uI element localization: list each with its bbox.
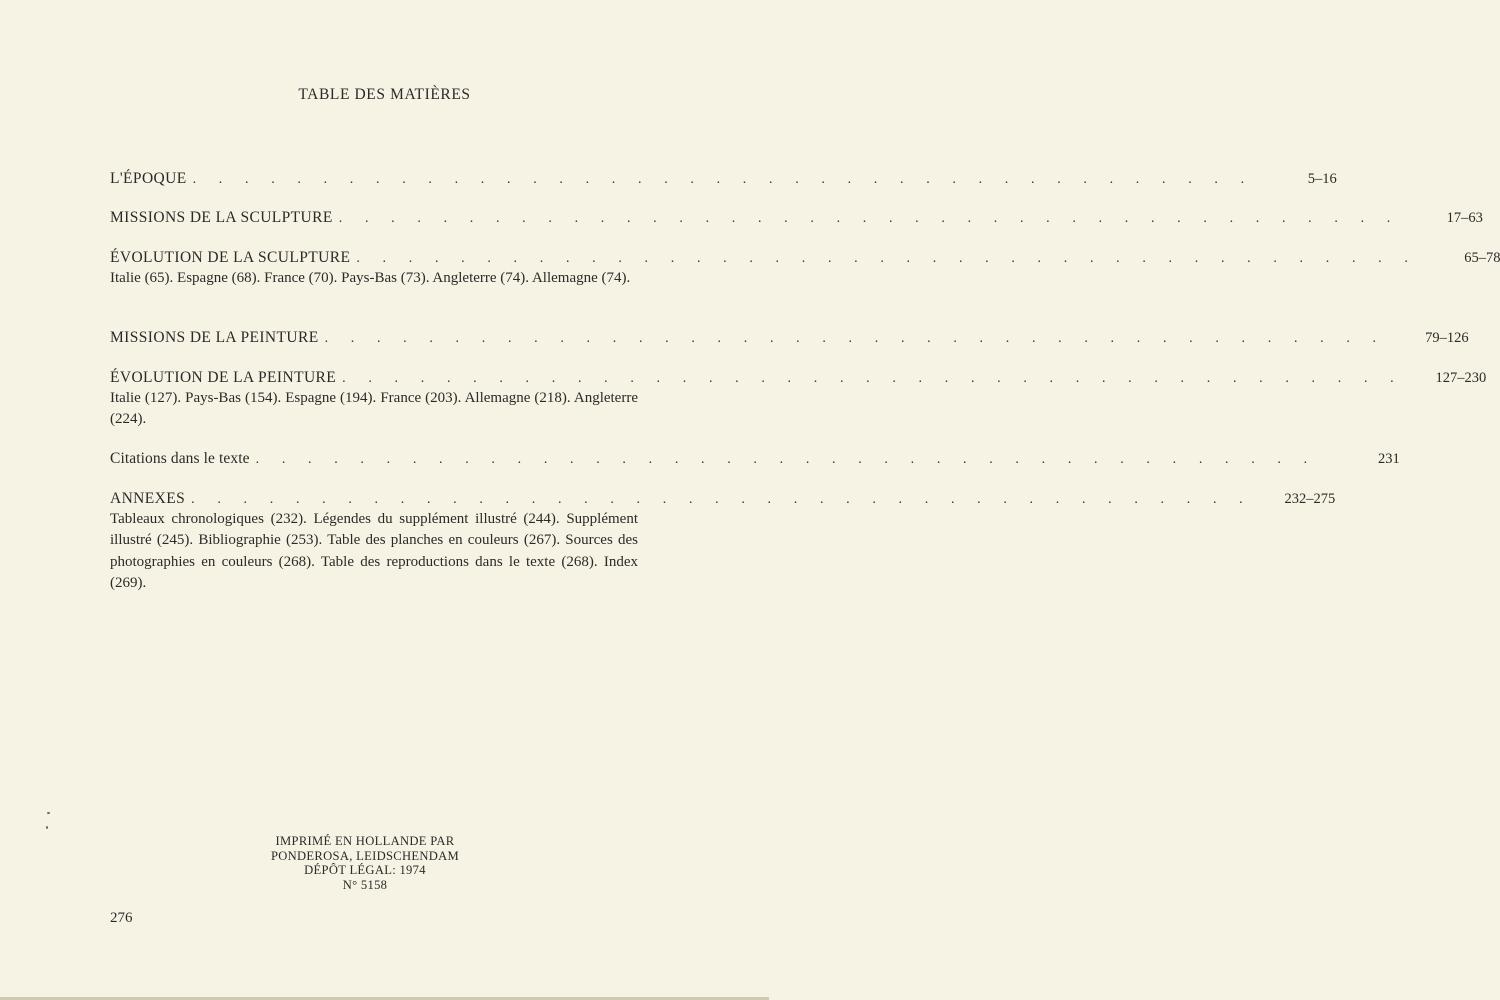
toc-entry-annexes: [110, 488, 1336, 594]
entry-description: Italie (127). Pays-Bas (154). Espagne (194). France (203). Allemagne (218). Angleterre (224).: [110, 390, 638, 428]
entry-title: MISSIONS DE LA PEINTURE: [110, 329, 319, 346]
entry-title: L'ÉPOQUE: [110, 170, 187, 187]
toc-entry-missions-sculpture: [110, 207, 1483, 229]
entry-description: Tableaux chronologiques (232). Légendes du supplément illustré (244). Supplément illustré (245). Bibliographie (253). Table des planches en couleurs (267). Sources des photographies en couleurs (268). Table des reproductions dans le texte (268). Index (269).: [110, 511, 638, 591]
printer-imprint: [250, 834, 480, 892]
dot-leader: . . . . . . . . . . . . . . . . . . . . . . . . . . . . . . . . . . . . . . . . .: [342, 371, 1404, 386]
imprint-line: IMPRIMÉ EN HOLLANDE PAR: [275, 834, 455, 848]
entry-pages: 127–230: [1435, 370, 1487, 386]
dot-leader: . . . . . . . . . . . . . . . . . . . . . . . . . . . . . . . . . . . . . . . . .: [356, 251, 1418, 266]
imprint-line: N° 5158: [342, 877, 388, 892]
dot-leader: . . . . . . . . . . . . . . . . . . . . . . . . . . . . . . . . . . . . . . . . .: [191, 492, 1253, 507]
toc-entry-missions-peinture: [110, 327, 1469, 349]
toc-entry-epoque: [110, 168, 1337, 190]
entry-title: ÉVOLUTION DE LA SCULPTURE: [110, 249, 351, 266]
entry-pages: 79–126: [1425, 330, 1469, 346]
paper-speck: [47, 812, 50, 814]
entry-pages: 5–16: [1307, 171, 1337, 187]
imprint-line: PONDEROSA, LEIDSCHENDAM: [270, 848, 460, 863]
dot-leader: . . . . . . . . . . . . . . . . . . . . . . . . . . . . . . . . . . . . . . . . .: [324, 331, 1386, 346]
entry-pages: 232–275: [1284, 491, 1336, 507]
entry-title: MISSIONS DE LA SCULPTURE: [110, 209, 333, 226]
entry-pages: 231: [1377, 451, 1400, 467]
toc-entry-evolution-sculpture: [110, 247, 1500, 289]
imprint-line: DÉPÔT LÉGAL: 1974: [304, 863, 426, 877]
toc-entry-evolution-peinture: [110, 367, 1487, 431]
toc-entry-citations: [110, 448, 1400, 470]
entry-pages: 65–78: [1464, 250, 1500, 266]
dot-leader: . . . . . . . . . . . . . . . . . . . . . . . . . . . . . . . . . . . . . . . . .: [255, 452, 1317, 467]
dot-leader: . . . . . . . . . . . . . . . . . . . . . . . . . . . . . . . . . . . . . . . . .: [192, 172, 1254, 187]
entry-title: ÉVOLUTION DE LA PEINTURE: [110, 369, 337, 386]
paper-speck: [46, 826, 48, 829]
page-title: TABLE DES MATIÈRES: [298, 86, 471, 103]
entry-description: Italie (65). Espagne (68). France (70). Pays-Bas (73). Angleterre (74). Allemagne (74).: [110, 270, 631, 286]
entry-title: Citations dans le texte: [110, 450, 250, 467]
entry-title: ANNEXES: [110, 490, 186, 507]
dot-leader: . . . . . . . . . . . . . . . . . . . . . . . . . . . . . . . . . . . . . . . . .: [338, 211, 1400, 226]
entry-pages: 17–63: [1446, 210, 1483, 226]
page-number: 276: [110, 910, 133, 926]
